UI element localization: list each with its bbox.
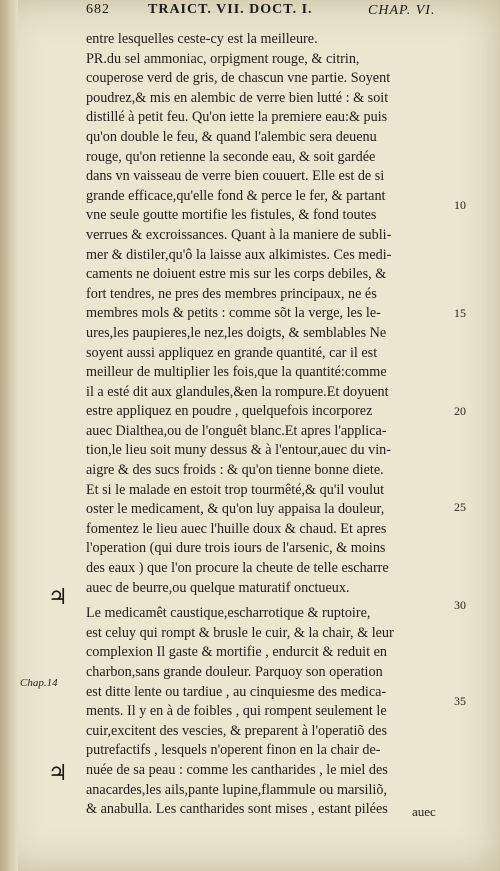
text-line: poudrez,& mis en alembic de verre bien lutté : & soit <box>86 89 389 106</box>
margin-line-number: 10 <box>454 198 466 212</box>
text-line: qu'on double le feu, & quand l'alembic sera deuenu <box>86 128 377 145</box>
text-line: des eaux ) que l'on procure la cheute de telle escharre <box>86 560 389 577</box>
text-line: il a esté dit aux glandules,&en la rompure.Et doyuent <box>86 383 389 400</box>
text-line: complexion Il gaste & mortifie , endurcit & reduit en <box>86 644 388 661</box>
text-body <box>86 30 448 820</box>
text-line: & anabulla. Les cantharides sont mises , estant pilées <box>86 801 388 818</box>
jupiter-symbol-icon: ♃ <box>48 760 68 786</box>
text-line: entre lesquelles ceste-cy est la meilleure. <box>86 31 318 47</box>
text-line: estre appliquez en poudre , quelquefois incorporez <box>86 403 373 420</box>
catchword: auec <box>412 804 436 819</box>
jupiter-symbol-icon: ♃ <box>48 584 68 610</box>
text-line: fomentez le lieu auec l'huille doux & chaud. Et apres <box>86 520 387 537</box>
text-line: ures,les paupieres,le nez,les doigts, & semblables Ne <box>86 324 387 341</box>
text-line: tion,le lieu soit muny dessus & à l'entour,auec du vin- <box>86 442 391 459</box>
text-line: caments ne doiuent estre mis sur les corps debiles, & <box>86 266 387 283</box>
text-line: est celuy qui rompt & brusle le cuir, & la chair, & leur <box>86 624 394 641</box>
text-line: auec de beurre,ou quelque maturatif onctueux. <box>86 579 350 596</box>
text-line: anacardes,les ails,pante lupine,flammule ou marsiliõ, <box>86 781 387 798</box>
text-line: oster le medicament, & qu'on luy appaisa la douleur, <box>86 501 385 518</box>
text-line: meilleur de multiplier les fois,que la quantité:comme <box>86 364 387 381</box>
text-line: est ditte lente ou tardiue , au cinquiesme des medica- <box>86 683 387 700</box>
text-line: aigre & des sucs froids : & qu'on tienne bonne diete. <box>86 462 384 479</box>
text-line: soyent aussi appliquez en grande quantité, car il est <box>86 344 378 361</box>
chapter-label: CHAP. VI. <box>368 3 436 18</box>
text-line: l'operation (qui dure trois iours de l'arsenic, & moins <box>86 540 386 557</box>
margin-line-number: 35 <box>454 694 466 708</box>
text-line: mer & distiler,qu'ô la laisse aux alkimistes. Ces medi- <box>86 246 392 263</box>
text-line: cuir,excitent des vescies, & preparent à l'operatiõ des <box>86 722 387 739</box>
text-line: distillé à petit feu. Qu'on iette la premiere eau:& puis <box>86 109 388 126</box>
running-head: TRAICT. VII. DOCT. I. <box>148 2 313 17</box>
text-line: Le medicamêt caustique,escharrotique & ruptoire, <box>86 605 371 622</box>
margin-line-number: 25 <box>454 500 466 514</box>
text-line: fort tendres, ne pres des membres principaux, ne és <box>86 285 377 302</box>
page-header <box>86 2 486 22</box>
margin-line-number: 20 <box>454 404 466 418</box>
text-line: Et si le malade en estoit trop tourmêté,& qu'il voulut <box>86 481 385 498</box>
text-line: couperose verd de gris, de chascun vne partie. Soyent <box>86 70 391 87</box>
text-line: putrefactifs , lesquels n'operent finon en la chair de- <box>86 742 381 759</box>
text-line: vne seule goutte mortifie les fistules, & fond toutes <box>86 207 377 224</box>
text-line: auec Dialthea,ou de l'onguêt blanc.Et apres l'applica- <box>86 422 387 439</box>
text-line: membres mols & petits : comme sõt la verge, les le- <box>86 305 381 322</box>
page-gutter <box>0 0 18 871</box>
page-number: 682 <box>86 2 110 17</box>
text-line: verrues & excroissances. Quant à la maniere de subli- <box>86 226 392 243</box>
text-line: dans vn vaisseau de verre bien couuert. Elle est de si <box>86 168 385 185</box>
margin-line-number: 15 <box>454 306 466 320</box>
text-line: grande efficace,qu'elle fond & perce le fer, & partant <box>86 187 386 204</box>
text-line: charbon,sans grande douleur. Parquoy son operation <box>86 664 383 680</box>
margin-line-number: 30 <box>454 598 466 612</box>
text-line: PR.du sel ammoniac, orpigment rouge, & citrin, <box>86 50 360 67</box>
text-line: rouge, qu'on retienne la seconde eau, & soit gardée <box>86 148 376 165</box>
margin-side-note: Chap.14 <box>20 677 58 689</box>
text-line: nuée de sa peau : comme les cantharides , le miel des <box>86 761 388 778</box>
text-line: ments. Il y en à de foibles , qui rompent seulement le <box>86 703 387 720</box>
